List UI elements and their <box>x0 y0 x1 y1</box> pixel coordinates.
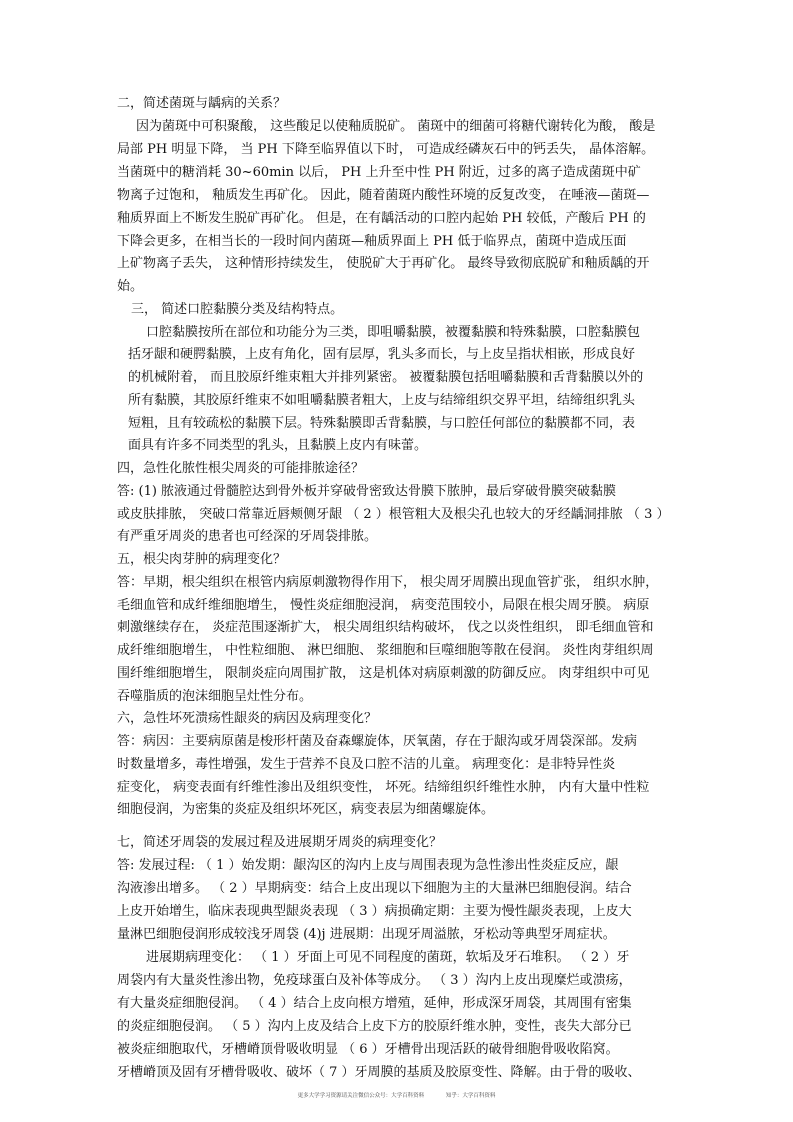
paragraph-line: 答: (1) 脓液通过骨髓腔达到骨外板并穿破骨密致达骨膜下脓肿，最后穿破骨膜突破黏膜 <box>117 484 617 499</box>
paragraph-line: 吞噬脂质的泡沫细胞呈灶性分布。 <box>117 689 313 704</box>
paragraph-line: 所有黏膜，其胶原纤维束不如咀嚼黏膜者粗大，上皮与结缔组织交界平坦，结缔组织乳头 <box>128 393 636 408</box>
section-heading: 三， 简述口腔黏膜分类及结构特点。 <box>131 302 344 317</box>
paragraph-line: 症变化， 病变表面有纤维性渗出及组织变性， 坏死。结缔组织纤维性水肿， 内有大量中性粒 <box>117 780 650 795</box>
paragraph-line: 下降会更多，在相当长的一段时间内菌斑—釉质界面上 PH 低于临界点，菌斑中造成压面 <box>117 234 627 249</box>
paragraph-line: 刺激继续存在， 炎症范围逐渐扩大， 根尖周组织结构破坏， 伐之以炎性组织， 即毛细血管和 <box>117 620 654 635</box>
paragraph-line: 答: 发展过程: （ 1 ）始发期：龈沟区的沟内上皮与周围表现为急性渗出性炎症反应，龈 <box>117 858 619 873</box>
section-heading: 二，简述菌斑与龋病的关系？ <box>117 96 287 111</box>
paragraph-line: 时数量增多，毒性增强，发生于营养不良及口腔不洁的儿童。 病理变化：是非特异性炎 <box>117 757 616 772</box>
paragraph-line: 被炎症细胞取代，牙槽嵴顶骨吸收明显 （ 6 ）牙槽骨出现活跃的破骨细胞骨吸收陷窝。 <box>117 1042 619 1057</box>
paragraph-line: 有大量炎症细胞侵润。 （ 4 ）结合上皮向根方增殖，延伸，形成深牙周袋，其周围有密集 <box>117 996 632 1011</box>
paragraph-line: 或皮肤排脓， 突破口常靠近唇颊侧牙龈 （ 2 ）根管粗大及根尖孔也较大的牙经龋洞排脓 （ 3 ） <box>117 507 670 522</box>
paragraph-line: 上矿物离子丢失， 这种情形持续发生， 使脱矿大于再矿化。 最终导致彻底脱矿和釉质龋的开 <box>117 256 650 271</box>
paragraph-line: 物离子过饱和， 釉质发生再矿化。 因此，随着菌斑内酸性环境的反复改变， 在唾液—菌斑— <box>117 188 650 203</box>
paragraph-line: 周袋内有大量炎性渗出物，免疫球蛋白及补体等成分。 （ 3 ）沟内上皮出现糜烂或溃疡， <box>117 973 632 988</box>
paragraph-line: 括牙龈和硬腭黏膜，上皮有角化，固有层厚，乳头多而长，与上皮呈指状相嵌，形成良好 <box>128 347 636 362</box>
footer-wechat-note: 更多大学学习资源请关注微信公众号：大学百科资料 <box>297 1093 425 1099</box>
paragraph-line: 面具有许多不同类型的乳头，且黏膜上皮内有味蕾。 <box>128 438 428 453</box>
paragraph-line: 围纤维细胞增生， 限制炎症向周围扩散， 这是机体对病原刺激的防御反应。 肉芽组织中可见 <box>117 666 650 681</box>
paragraph-line: 毛细血管和成纤维细胞增生， 慢性炎症细胞浸润， 病变范围较小，局限在根尖周牙膜。 病原 <box>117 598 650 613</box>
paragraph-line: 答：早期，根尖组织在根管内病原刺激物得作用下， 根尖周牙周膜出现血管扩张， 组织水肿， <box>117 575 659 590</box>
paragraph-line: 的炎症细胞侵润。 （ 5 ）沟内上皮及结合上皮下方的胶原纤维水肿，变性，丧失大部分已 <box>117 1019 632 1034</box>
section-heading: 七，简述牙周袋的发展过程及进展期牙周炎的病理变化？ <box>117 835 443 850</box>
paragraph-line: 当菌斑中的糖消耗 30~60min 以后， PH 上升至中性 PH 附近，过多的离子造成菌斑中矿 <box>117 165 641 180</box>
paragraph-line: 量淋巴细胞侵润形成较浅牙周袋 (4)j 进展期：出现牙周溢脓，牙松动等典型牙周症状。 <box>117 927 616 942</box>
paragraph-line: 因为菌斑中可积聚酸， 这些酸足以使釉质脱矿。 菌斑中的细菌可将糖代谢转化为酸， 酸是 <box>136 119 656 134</box>
paragraph-line: 始。 <box>117 279 144 294</box>
paragraph-line: 进展期病理变化： （ 1 ）牙面上可见不同程度的菌斑，软垢及牙石堆积。 （ 2 ）牙 <box>146 950 630 965</box>
section-heading: 六，急性坏死溃疡性龈炎的病因及病理变化？ <box>117 711 378 726</box>
section-heading: 五，根尖肉芽肿的病理变化？ <box>117 552 287 567</box>
page-footer <box>0 1091 793 1099</box>
paragraph-line: 上皮开始增生，临床表现典型龈炎表现 （ 3 ）病损确定期：主要为慢性龈炎表现，上皮大 <box>117 904 632 919</box>
paragraph-line: 短粗，且有较疏松的黏膜下层。特殊黏膜即舌背黏膜，与口腔任何部位的黏膜都不同，表 <box>128 416 636 431</box>
paragraph-line: 釉质界面上不断发生脱矿再矿化。 但是，在有龋活动的口腔内起始 PH 较低，产酸后 PH 的 <box>117 211 646 226</box>
paragraph-line: 沟液渗出增多。 （ 2 ）早期病变：结合上皮出现以下细胞为主的大量淋巴细胞侵润。结合 <box>117 881 632 896</box>
paragraph-line: 牙槽嵴顶及固有牙槽骨吸收、破坏（ 7 ）牙周膜的基质及胶原变性、降解。由于骨的吸收、 <box>117 1065 641 1080</box>
paragraph-line: 答：病因：主要病原菌是梭形杆菌及奋森螺旋体，厌氧菌，存在于龈沟或牙周袋深部。发病 <box>117 734 638 749</box>
paragraph-line: 的机械附着， 而且胶原纤维束粗大并排列紧密。 被覆黏膜包括咀嚼黏膜和舌背黏膜以外的 <box>128 370 644 385</box>
paragraph-line: 细胞侵润，为密集的炎症及组织坏死区，病变表层为细菌螺旋体。 <box>117 802 495 817</box>
paragraph-line: 有严重牙周炎的患者也可经深的牙周袋排脓。 <box>117 529 378 544</box>
paragraph-line: 口腔黏膜按所在部位和功能分为三类，即咀嚼黏膜，被覆黏膜和特殊黏膜，口腔黏膜包 <box>146 325 641 340</box>
paragraph-line: 局部 PH 明显下降， 当 PH 下降至临界值以下时， 可造成经磷灰石中的钙丢失， 晶体溶解。 <box>117 142 655 157</box>
footer-zhihu-note: 知乎：大学百科资料 <box>445 1093 496 1099</box>
section-heading: 四，急性化脓性根尖周炎的可能排脓途径？ <box>117 461 365 476</box>
paragraph-line: 成纤维细胞增生， 中性粒细胞、 淋巴细胞、 浆细胞和巨噬细胞等散在侵润。 炎性肉芽组织周 <box>117 643 654 658</box>
